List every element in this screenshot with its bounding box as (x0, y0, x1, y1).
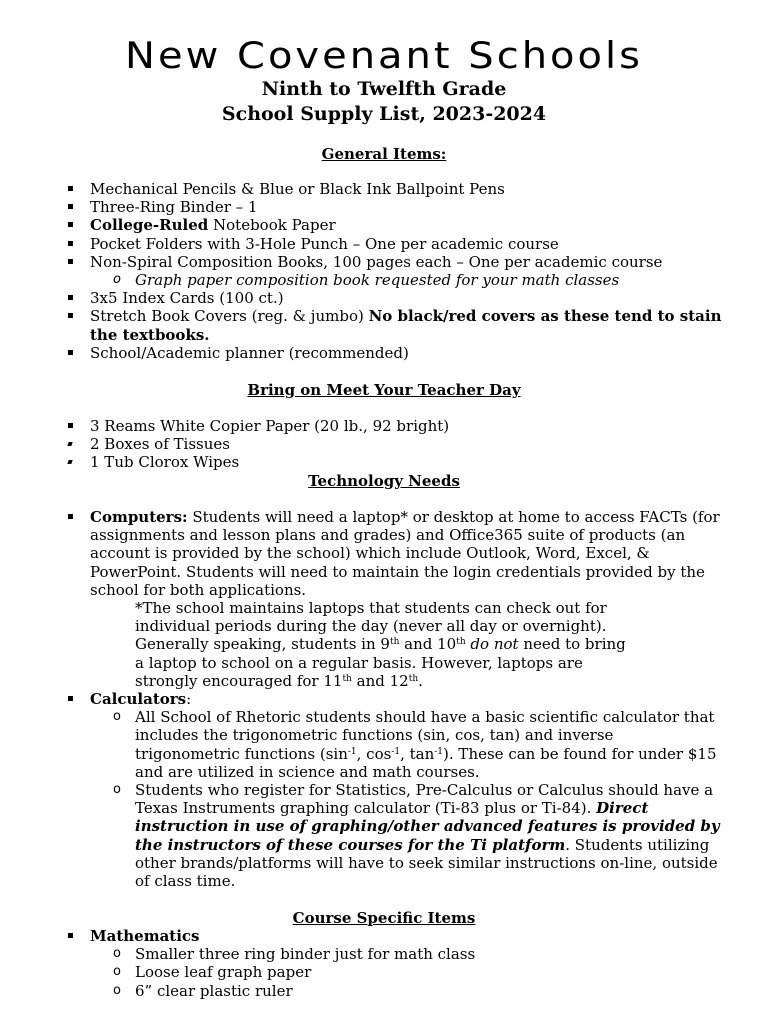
list-item: 1 Tub Clorox Wipes (90, 453, 730, 471)
technology-heading: Technology Needs (308, 472, 460, 490)
course-specific-list (90, 927, 730, 1000)
list-title: School Supply List, 2023-2024 (221, 103, 547, 125)
school-logo-text: New Covenant Schools (125, 34, 643, 78)
sub-list-item: o Smaller three ring binder just for math class (90, 945, 730, 963)
sub-list-item: o 6” clear plastic ruler (90, 982, 730, 1000)
list-item: Mechanical Pencils & Blue or Black Ink Ballpoint Pens (90, 180, 730, 198)
list-item: 2 Boxes of Tissues (90, 435, 730, 453)
meet-teacher-heading: Bring on Meet Your Teacher Day (247, 381, 521, 399)
grade-title: Ninth to Twelfth Grade (261, 78, 507, 100)
list-item: Pocket Folders with 3-Hole Punch – One per academic course (90, 235, 730, 253)
calculators-item: Calculators: (90, 690, 722, 708)
laptop-note: *The school maintains laptops that students can check out for individual periods during the day (never all day or overnight). Generally speaking, students in 9th and 10th do not need to bring a laptop to school on a regular basis. However, laptops are strongly encouraged for 11th and 12th. (135, 599, 626, 690)
list-item: Three-Ring Binder – 1 (90, 198, 730, 216)
sub-list-item: o All School of Rhetoric students should have a basic scientific calculator that includes the trigonometric functions (sin, cos, tan) and inverse trigonometric functions ($\sin^{-1}$, $\cos^{-1}$, $\tan^{-1}$). These can be found for under $15 and are utilized in science and math courses. (90, 708, 722, 781)
list-item: Stretch Book Covers (reg. & jumbo) No black/red covers as these tend to stain the textbooks. (90, 307, 730, 343)
mathematics-item: Mathematics (90, 927, 730, 945)
sub-list-item: o Graph paper composition book requested for your math classes (90, 271, 730, 289)
computers-item: Computers: Students will need a laptop* or desktop at home to access FACTs (for assignments and lesson plans and grades) and Office365 suite of products (an account is provided by the school) which include Outlook, Word, Excel, & PowerPoint. Students will need to maintain the login credentials provided by the school for both applications. (90, 508, 722, 599)
list-item: 3 Reams White Copier Paper (20 lb., 92 bright) (90, 417, 730, 435)
sub-list-item: o Students who register for Statistics, Pre-Calculus or Calculus should have a Texas Instruments graphing calculator (Ti-83 plus or Ti-84). Direct instruction in use of graphing/other advanced features is provided by the instructors of these courses for the Ti platform. Students utilizing other brands/platforms will have to seek similar instructions on-line, outside of class time. (90, 781, 722, 890)
technology-list (90, 508, 722, 890)
list-item: School/Academic planner (recommended) (90, 344, 730, 362)
general-items-heading: General Items: (321, 145, 447, 163)
course-specific-heading: Course Specific Items (292, 909, 476, 927)
meet-teacher-list (90, 417, 730, 472)
sub-list-item: o Loose leaf graph paper (90, 963, 730, 981)
list-item: College-Ruled Notebook Paper (90, 216, 730, 234)
list-item: 3x5 Index Cards (100 ct.) (90, 289, 730, 307)
list-item: Non-Spiral Composition Books, 100 pages each – One per academic course (90, 253, 730, 271)
general-items-list (90, 180, 730, 362)
